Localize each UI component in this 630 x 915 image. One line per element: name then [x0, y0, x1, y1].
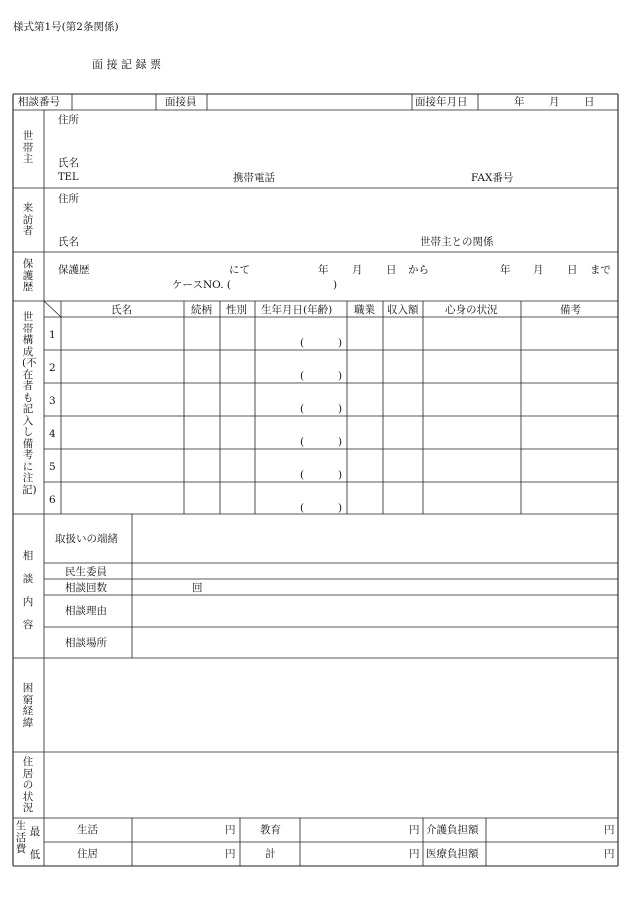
poverty-section-label: 困窮経緯: [22, 682, 34, 729]
householder-tel-label: TEL: [58, 172, 79, 183]
household-row-number: 1: [49, 329, 56, 341]
protection-month2-label: 月: [533, 264, 544, 276]
year-label: 年: [514, 96, 525, 108]
day-label: 日: [584, 96, 595, 108]
consult-place-label: 相談場所: [65, 637, 107, 649]
age-paren-close: ): [338, 370, 343, 382]
cost-care-label: 介護負担額: [426, 824, 479, 836]
protection-history-label: 保護歴: [58, 264, 90, 276]
consult-reason-label: 相談理由: [65, 605, 107, 617]
cost-section-label-left: 生活費: [15, 820, 27, 855]
visitor-relation-label: 世帯主との関係: [420, 236, 494, 248]
age-paren-close: ): [338, 469, 343, 481]
householder-fax-label: FAX番号: [471, 172, 514, 184]
age-paren-close: ): [338, 436, 343, 448]
household-row-number: 3: [49, 395, 56, 407]
cost-living-label: 生活: [77, 824, 98, 836]
cost-medical-label: 医療負担額: [426, 848, 479, 860]
cost-yen-unit: 円: [604, 824, 615, 836]
case-number-close: ): [333, 279, 338, 291]
consult-number-label: 相談番号: [18, 96, 60, 108]
household-row-number: 5: [49, 461, 56, 473]
month-label: 月: [549, 96, 560, 108]
household-row-number: 2: [49, 362, 56, 374]
householder-section-label: 世帯主: [22, 130, 34, 165]
visitor-address-label: 住所: [58, 193, 79, 205]
form-title: 面 接 記 録 票: [92, 58, 161, 71]
cost-total-label: 計: [265, 848, 276, 860]
protection-from-label: から: [408, 264, 429, 276]
householder-name-label: 氏名: [58, 157, 79, 169]
householder-address-label: 住所: [58, 114, 79, 126]
interview-date-label: 面接年月日: [415, 96, 468, 108]
residence-section-label: 住居の状況: [22, 756, 34, 814]
household-header-relation: 続柄: [191, 304, 212, 316]
age-paren-open: (: [300, 370, 305, 382]
cost-yen-unit: 円: [604, 848, 615, 860]
age-paren-open: (: [300, 436, 305, 448]
cost-yen-unit: 円: [225, 848, 236, 860]
protection-month-label: 月: [352, 264, 363, 276]
protection-day2-label: 日: [567, 264, 578, 276]
cost-yen-unit: 円: [409, 824, 420, 836]
age-paren-open: (: [300, 502, 305, 514]
visitor-name-label: 氏名: [58, 236, 79, 248]
household-row-number: 4: [49, 428, 56, 440]
consult-origin-label: 取扱いの端緒: [55, 533, 118, 545]
household-header-income: 収入額: [387, 304, 419, 316]
cost-education-label: 教育: [260, 824, 281, 836]
household-header-condition: 心身の状況: [445, 304, 498, 316]
cost-section-label-right: 最低: [29, 826, 41, 861]
householder-mobile-label: 携帯電話: [233, 172, 275, 184]
consult-count-unit: 回: [192, 582, 203, 594]
case-number-label: ケースNO. (: [172, 279, 231, 291]
consult-section-label: 相談内容: [22, 550, 34, 631]
age-paren-close: ): [338, 337, 343, 349]
form-number: 様式第1号(第2条関係): [13, 21, 119, 33]
household-row-number: 6: [49, 494, 56, 506]
protection-until-label: まで: [590, 264, 611, 276]
protection-day-label: 日: [386, 264, 397, 276]
age-paren-open: (: [300, 337, 305, 349]
household-section-label: 世帯構成(不在者も記入し備考に注記): [22, 311, 37, 496]
protection-year2-label: 年: [500, 264, 511, 276]
age-paren-open: (: [300, 403, 305, 415]
cost-yen-unit: 円: [409, 848, 420, 860]
cost-yen-unit: 円: [225, 824, 236, 836]
household-header-name: 氏名: [111, 304, 132, 316]
interviewer-label: 面接員: [165, 96, 197, 108]
protection-section-label: 保護歴: [22, 258, 34, 293]
welfare-commissioner-label: 民生委員: [65, 566, 107, 578]
age-paren-close: ): [338, 502, 343, 514]
household-header-remarks: 備考: [560, 304, 581, 316]
household-header-occupation: 職業: [354, 304, 375, 316]
cost-housing-label: 住居: [77, 848, 98, 860]
age-paren-open: (: [300, 469, 305, 481]
protection-at-label: にて: [229, 264, 250, 276]
consult-count-label: 相談回数: [65, 582, 107, 594]
age-paren-close: ): [338, 403, 343, 415]
visitor-section-label: 来訪者: [22, 202, 34, 237]
protection-year-label: 年: [318, 264, 329, 276]
household-header-birthdate: 生年月日(年齢): [261, 304, 333, 316]
household-header-gender: 性別: [226, 304, 247, 316]
